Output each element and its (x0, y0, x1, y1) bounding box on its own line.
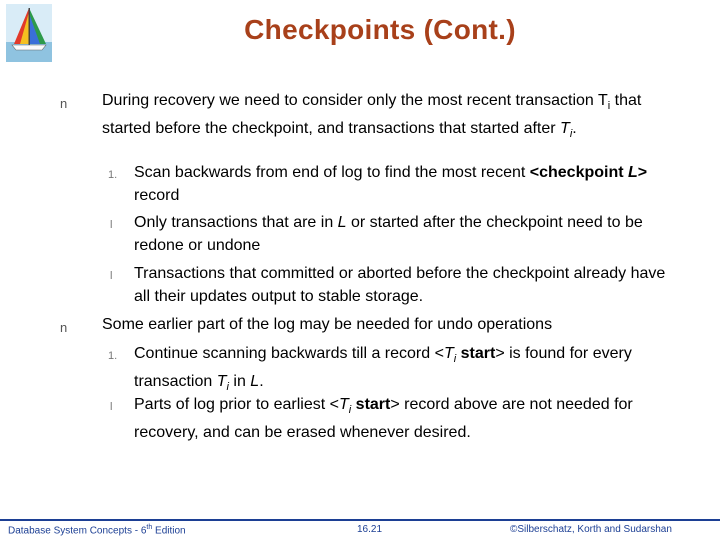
sub-bullet-1-1: Scan backwards from end of log to find the most recent <checkpoint L> record (134, 164, 648, 204)
sub-bullet-1-2: Only transactions that are in L or started after the checkpoint need to be redone or undone (134, 214, 643, 254)
numbered-marker: 1. (108, 169, 118, 181)
footer-page-number: 16.21 (357, 524, 383, 535)
sub-bullet-2-2: Parts of log prior to earliest $<T_i$ start> record above are not needed for recovery, and can be erased whenever desired. (134, 396, 633, 441)
sub-bullet-marker: l (110, 270, 113, 282)
slide-title: Checkpoints (Cont.) (244, 14, 516, 45)
bullet-marker: n (60, 96, 68, 111)
footer-divider (0, 519, 720, 521)
sub-bullet-marker: l (110, 219, 113, 231)
numbered-marker: 1. (108, 350, 118, 362)
sub-bullet-marker: l (110, 401, 113, 413)
footer-left: Database System Concepts - 6th Edition (8, 524, 186, 537)
footer-copyright: ©Silberschatz, Korth and Sudarshan (510, 524, 672, 535)
bullet-2-text: Some earlier part of the log may be needed for undo operations (102, 316, 553, 333)
bullet-1-text: During recovery we need to consider only the most recent transaction $T_i$ that started before the checkpoint, and transactions that started after $T_i$. (102, 92, 642, 140)
sub-bullet-1-3: Transactions that committed or aborted before the checkpoint already have all their updates output to stable storage. (134, 265, 666, 305)
bullet-marker: n (60, 320, 68, 335)
sub-bullet-2-1: Continue scanning backwards till a record $<T_i$ start> is found for every transaction $T_i$ in L. (134, 345, 632, 393)
